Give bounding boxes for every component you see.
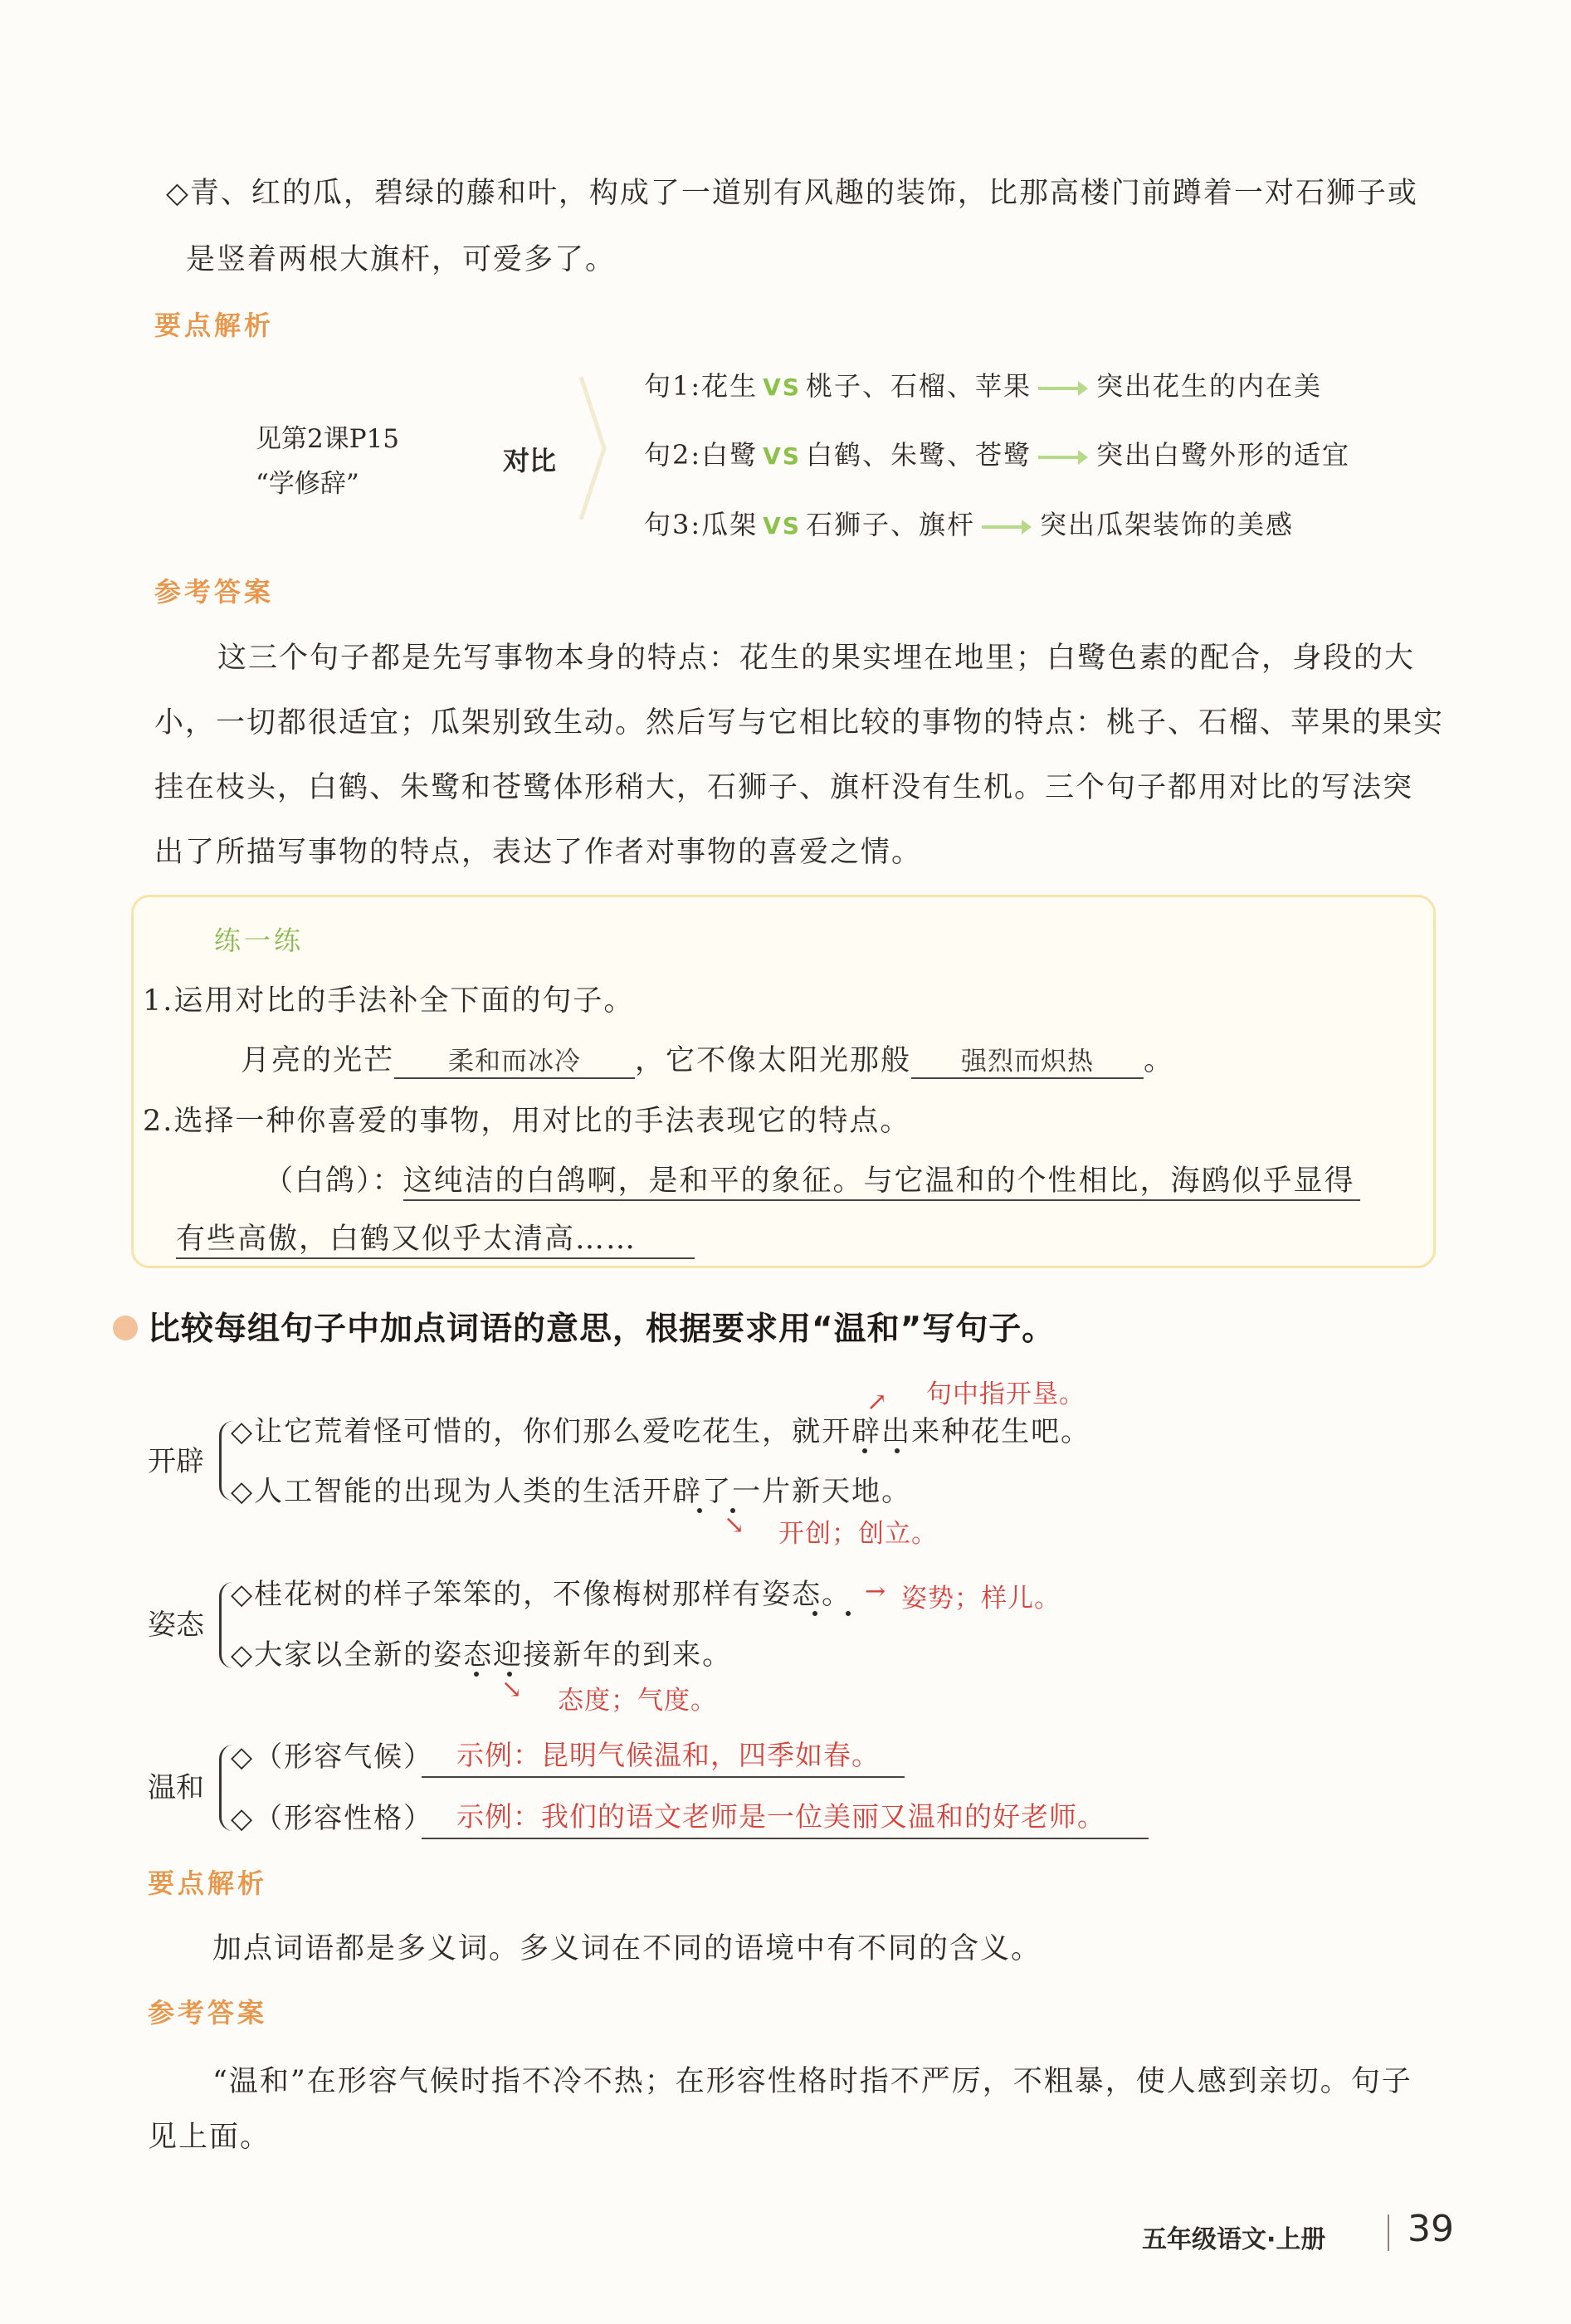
q1-blank-2 bbox=[911, 1040, 1144, 1079]
kaipi-note-1: 句中指开垦。 bbox=[926, 1379, 1086, 1409]
group-word-wenhe: 温和 bbox=[148, 1771, 204, 1804]
emphasis-dot bbox=[697, 1508, 702, 1513]
contrast-row-1 bbox=[644, 365, 1322, 403]
practice-question-1: 1.运用对比的手法补全下面的句子。 bbox=[143, 984, 635, 1018]
contrast-row-3-result: 突出瓜架装饰的美感 bbox=[1040, 509, 1295, 540]
footer-book-title: 五年级语文·上册 bbox=[1142, 2225, 1326, 2254]
emphasis-dot bbox=[895, 1448, 900, 1453]
contrast-row-2-compare: 白鹤、朱鹭、苍鹭 bbox=[806, 439, 1032, 471]
wenhe-handwriting-2: 示例：我们的语文老师是一位美丽又温和的好老师。 bbox=[422, 1795, 1149, 1839]
emphasis-dot bbox=[862, 1448, 867, 1453]
analysis-heading-1: 要点解析 bbox=[154, 310, 275, 341]
kaipi-sentence-1: ◇让它荒着怪可惜的，你们那么爱吃花生，就开辟出来种花生吧。 bbox=[231, 1415, 1091, 1448]
q2-prefix: （白鸽）： bbox=[264, 1164, 403, 1198]
answer-heading-1: 参考答案 bbox=[154, 576, 275, 608]
answer-line-3: 挂在枝头，白鹤、朱鹭和苍鹭体形稍大，石狮子、旗杆没有生机。三个句子都用对比的写法突 bbox=[154, 771, 1414, 804]
answer-line-1: 这三个句子都是先写事物本身的特点：花生的果实埋在地里；白鹭色素的配合，身段的大 bbox=[217, 642, 1416, 675]
answer-2-line-2: 见上面。 bbox=[148, 2121, 271, 2154]
wenhe-handwriting-1: 示例：昆明气候温和，四季如春。 bbox=[422, 1734, 905, 1778]
arrow-icon bbox=[1038, 387, 1081, 390]
zitai-note-1: 姿势；样儿。 bbox=[901, 1584, 1061, 1614]
practice-box bbox=[131, 895, 1436, 1268]
contrast-row-1-compare: 桃子、石榴、苹果 bbox=[806, 370, 1032, 402]
practice-answer-2-line-1 bbox=[264, 1158, 1360, 1201]
arrow-icon bbox=[982, 525, 1025, 529]
q2-answer-line-2: 有些高傲，白鹤又似乎太清高…… bbox=[176, 1216, 695, 1259]
wenhe-prompt-2: ◇（形容性格） bbox=[231, 1802, 434, 1835]
contrast-row-2-label: 句2:白鹭 bbox=[644, 439, 759, 471]
emphasis-dot bbox=[846, 1611, 851, 1616]
reference-line-2: “学修辞” bbox=[256, 469, 359, 499]
wenhe-answer-2 bbox=[422, 1795, 1149, 1839]
wenhe-answer-1 bbox=[422, 1734, 905, 1778]
q1-end: 。 bbox=[1144, 1044, 1175, 1077]
vs-label: VS bbox=[763, 442, 801, 470]
reference-line-1: 见第2课P15 bbox=[256, 424, 400, 454]
q2-answer-line-1: 这纯洁的白鸽啊，是和平的象征。与它温和的个性相比，海鸥似乎显得 bbox=[403, 1158, 1360, 1201]
emphasis-dot bbox=[474, 1672, 479, 1677]
practice-question-2: 2.选择一种你喜爱的事物，用对比的手法表现它的特点。 bbox=[143, 1105, 911, 1138]
analysis-text-2: 加点词语都是多义词。多义词在不同的语境中有不同的含义。 bbox=[212, 1932, 1042, 1965]
zitai-sentence-2: ◇大家以全新的姿态迎接新年的到来。 bbox=[231, 1638, 733, 1672]
answer-line-2: 小，一切都很适宜；瓜架别致生动。然后写与它相比较的事物的特点：桃子、石榴、苹果的果实 bbox=[154, 706, 1445, 740]
vs-label: VS bbox=[763, 512, 801, 540]
wenhe-prompt-1: ◇（形容气候） bbox=[231, 1741, 434, 1774]
section2-title: 比较每组句子中加点词语的意思，根据要求用“温和”写句子。 bbox=[148, 1311, 1056, 1348]
contrast-row-1-label: 句1:花生 bbox=[644, 370, 759, 402]
practice-heading: 练一练 bbox=[214, 925, 305, 956]
contrast-row-3-compare: 石狮子、旗杆 bbox=[806, 509, 976, 540]
contrast-row-3-label: 句3:瓜架 bbox=[644, 509, 759, 540]
emphasis-dot bbox=[812, 1611, 817, 1616]
contrast-label: 对比 bbox=[503, 445, 557, 476]
intro-line-2: 是竖着两根大旗杆，可爱多了。 bbox=[186, 243, 617, 276]
note-arrow-icon: ↘ bbox=[724, 1511, 745, 1540]
group-word-kaipi: 开辟 bbox=[148, 1445, 204, 1478]
arrow-icon bbox=[1038, 456, 1081, 459]
zitai-note-2: 态度；气度。 bbox=[558, 1686, 717, 1716]
note-arrow-icon: ↗ bbox=[866, 1388, 888, 1417]
contrast-row-2 bbox=[644, 434, 1350, 472]
kaipi-sentence-2: ◇人工智能的出现为人类的生活开辟了一片新天地。 bbox=[231, 1475, 912, 1508]
contrast-row-1-result: 突出花生的内在美 bbox=[1096, 370, 1323, 402]
q1-handwriting-2: 强烈而炽热 bbox=[961, 1047, 1095, 1077]
intro-line-1: ◇青、红的瓜，碧绿的藤和叶，构成了一道别有风趣的装饰，比那高楼门前蹲着一对石狮子或 bbox=[166, 177, 1418, 210]
zitai-sentence-1: ◇桂花树的样子笨笨的，不像梅树那样有姿态。 bbox=[231, 1578, 852, 1611]
kaipi-note-2: 开创；创立。 bbox=[778, 1519, 938, 1549]
answer-heading-2: 参考答案 bbox=[148, 1997, 268, 2029]
q1-handwriting-1: 柔和而冰冷 bbox=[448, 1047, 582, 1077]
q1-prefix: 月亮的光芒 bbox=[241, 1044, 395, 1077]
answer-line-4: 出了所描写事物的特点，表达了作者对事物的喜爱之情。 bbox=[154, 836, 923, 869]
contrast-row-2-result: 突出白鹭外形的适宜 bbox=[1096, 439, 1351, 471]
q1-blank-1 bbox=[394, 1040, 635, 1079]
footer-divider bbox=[1388, 2214, 1389, 2251]
page-number: 39 bbox=[1408, 2208, 1454, 2250]
q1-middle: ，它不像太阳光那般 bbox=[635, 1044, 912, 1077]
analysis-heading-2: 要点解析 bbox=[148, 1868, 268, 1899]
answer-2-line-1: “温和”在形容气候时指不冷不热；在形容性格时指不严厉，不粗暴，使人感到亲切。句子 bbox=[212, 2065, 1412, 2098]
contrast-brace-icon bbox=[578, 374, 611, 523]
practice-answer-1 bbox=[241, 1038, 1174, 1079]
group-word-zitai: 姿态 bbox=[148, 1609, 204, 1642]
practice-answer-2-line-2 bbox=[176, 1216, 695, 1259]
contrast-row-3 bbox=[644, 504, 1294, 542]
vs-label: VS bbox=[763, 374, 801, 401]
section2-bullet-icon bbox=[113, 1316, 138, 1340]
note-arrow-icon: ↘ bbox=[501, 1675, 523, 1704]
note-arrow-icon: → bbox=[865, 1577, 886, 1606]
